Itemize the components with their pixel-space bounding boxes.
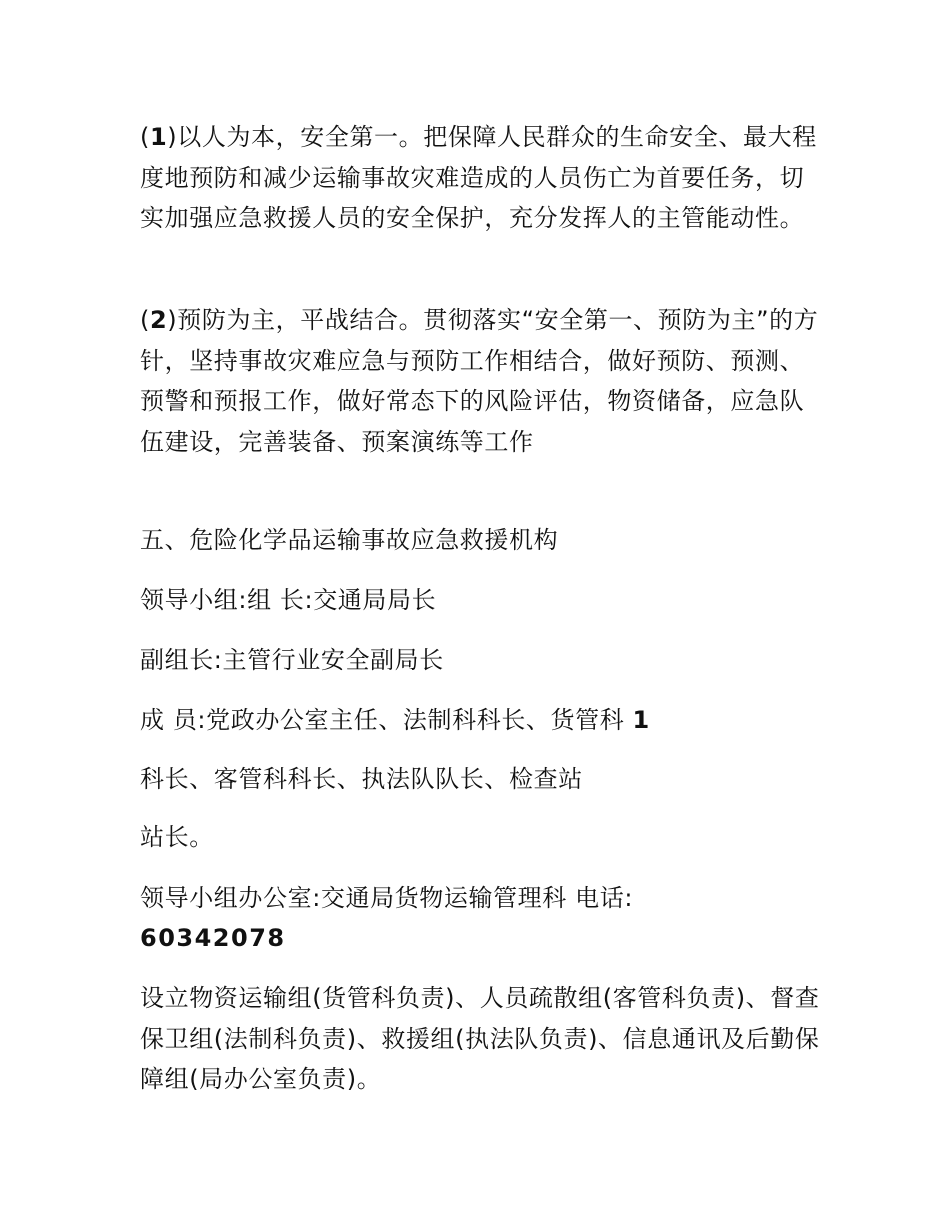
principle-1-open-paren: ( <box>140 123 150 151</box>
members-line-3: 站长。 <box>140 823 214 851</box>
groups-paragraph: 设立物资运输组(货管科负责)、人员疏散组(客管科负责)、督查保卫组(法制科负责)、救援组(执法队负责)、信息通讯及后勤保障组(局办公室负责)。 <box>140 984 820 1093</box>
principle-1-number: 1 <box>149 123 168 151</box>
principle-1-paragraph <box>140 117 820 239</box>
leader-line: 领导小组:组 长:交通局局长 <box>140 586 437 614</box>
principle-2-text: 预防为主，平战结合。贯彻落实“安全第一、预防为主”的方针，坚持事故灾难应急与预防工作相结合，做好预防、预测、预警和预报工作，做好常态下的风险评估，物资储备，应急队伍建设，完善装备、预案演练等工作 <box>140 306 819 456</box>
members-line-1 <box>140 705 650 735</box>
members-line-1-number: 1 <box>632 706 650 734</box>
principle-1-close-paren: ) <box>167 123 178 151</box>
members-line-2: 科长、客管科科长、执法队队长、检查站 <box>140 765 583 793</box>
office-line: 领导小组办公室:交通局货物运输管理科 电话: <box>140 884 633 912</box>
principle-2-number: 2 <box>149 306 168 334</box>
principle-2-close-paren: ) <box>167 306 178 334</box>
principle-2-paragraph <box>140 300 820 462</box>
office-phone: 60342078 <box>140 924 286 952</box>
deputy-line: 副组长:主管行业安全副局长 <box>140 646 444 674</box>
section-heading: 五、危险化学品运输事故应急救援机构 <box>140 526 559 554</box>
principle-2-open-paren: ( <box>140 306 150 334</box>
members-line-1-text: 成 员:党政办公室主任、法制科科长、货管科 <box>140 706 633 734</box>
principle-1-text: 以人为本，安全第一。把保障人民群众的生命安全、最大程度地预防和减少运输事故灾难造成的人员伤亡为首要任务，切实加强应急救援人员的安全保护，充分发挥人的主管能动性。 <box>140 123 817 232</box>
